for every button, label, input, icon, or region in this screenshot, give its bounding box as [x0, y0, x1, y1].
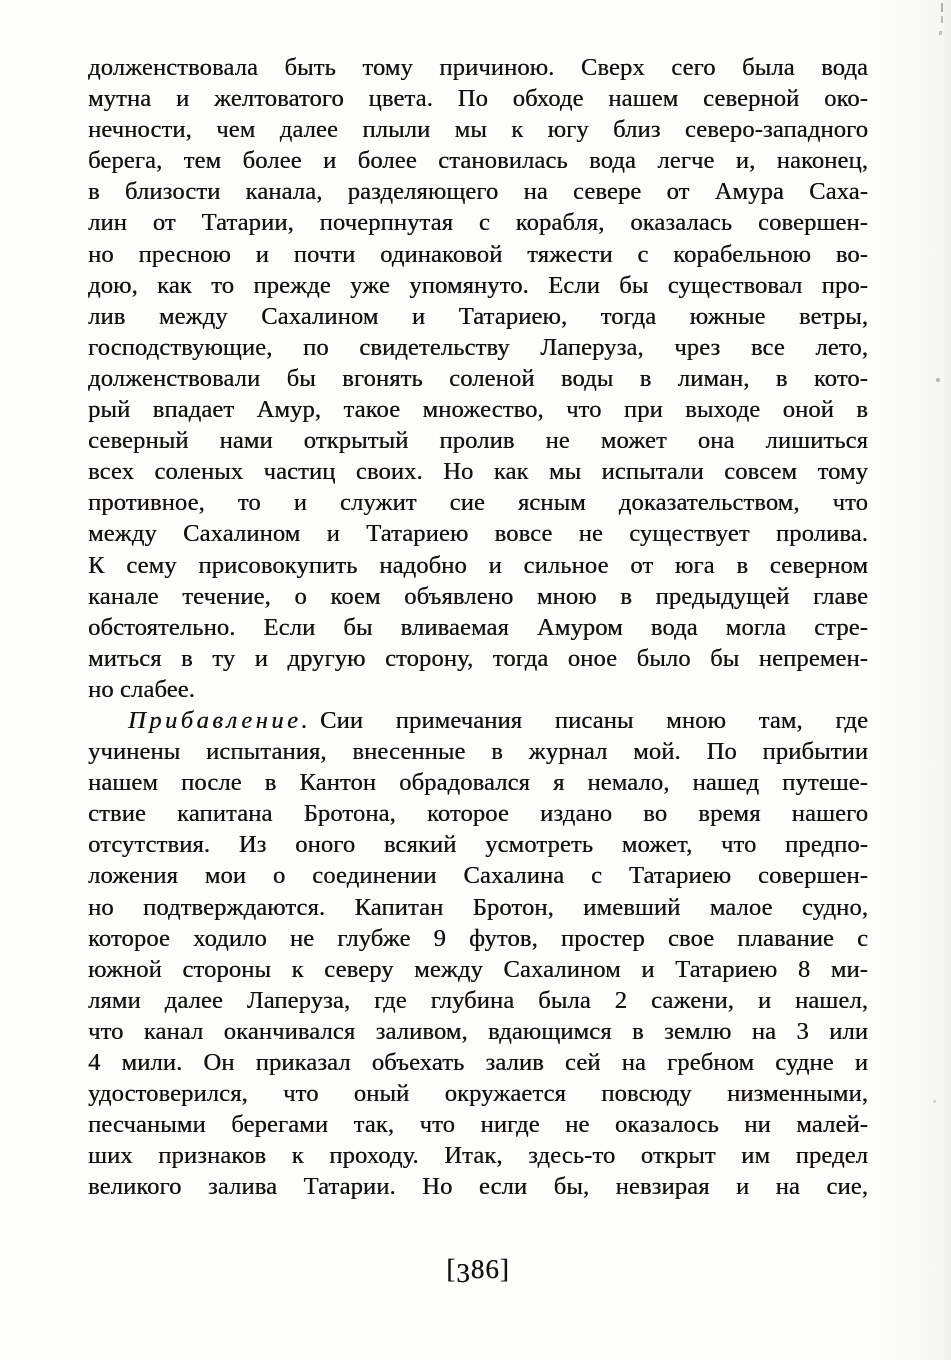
text-line: великого залива Татарии. Но если бы, невзирая и на сие, [88, 1173, 868, 1201]
text-line: рый впадает Амур, такое множество, что при выходе оной в [88, 396, 868, 424]
text-line: ших признаков к проходу. Итак, здесь-то открыт им предел [88, 1142, 868, 1170]
text-line: Прибавление. Сии примечания писаны мною там, где [128, 706, 868, 734]
text-line: в близости канала, разделяющего на севере от Амура Саха- [88, 178, 868, 206]
folio-bracket-left: [ [446, 1254, 457, 1284]
page-number [88, 1254, 868, 1288]
text-line: лин от Татарии, почерпнутая с корабля, оказалась совершен- [88, 209, 868, 237]
text-line: отсутствия. Из оного всякий усмотреть может, что предпо- [88, 831, 868, 859]
text-line: удостоверился, что оный окружается повсюду низменными, [88, 1080, 868, 1108]
text-line: миться в ту и другую сторону, тогда оное было бы непремен- [88, 644, 868, 672]
text-line: господствующие, по свидетельству Лаперуза, чрез все лето, [88, 333, 868, 361]
text-line: К сему присовокупить надобно и сильное от юга в северном [88, 551, 868, 579]
text-line: обстоятельно. Если бы вливаемая Амуром вода могла стре- [88, 613, 868, 641]
text-line: учинены испытания, внесенные в журнал мой. По прибытии [88, 738, 868, 766]
text-line: песчаными берегами так, что нигде не оказалось ни малей- [88, 1111, 868, 1139]
text-line: но подтверждаются. Капитан Бротон, имевший малое судно, [88, 893, 868, 921]
text-line: которое ходило не глубже 9 футов, простер свое плавание с [88, 924, 868, 952]
text-line: 4 мили. Он приказал объехать залив сей на гребном судне и [88, 1049, 868, 1076]
text-line: долженствовала быть тому причиною. Сверх сего была вода [88, 54, 868, 81]
text-line: северный нами открытый пролив не может она лишиться [88, 427, 868, 455]
text-line: всех соленых частиц своих. Но как мы испытали совсем тому [88, 458, 868, 486]
scan-artifact [936, 378, 940, 382]
text-line: лями далее Лаперуза, где глубина была 2 сажени, и нашел, [88, 986, 868, 1014]
text-line: дою, как то прежде уже упомянуто. Если бы существовал про- [88, 271, 868, 299]
scan-artifact [941, 16, 943, 23]
text-line: но слабее. [88, 675, 195, 703]
paragraph-lead-italic: Прибавление. [128, 706, 311, 734]
text-line: нечности, чем далее плыли мы к югу близ северо-западного [88, 116, 868, 144]
folio-digit-oldstyle: 3 [456, 1258, 471, 1288]
scan-artifact [939, 31, 942, 35]
text-line: лив между Сахалином и Татариею, тогда южные ветры, [88, 302, 868, 330]
folio-digits: 86 [470, 1254, 500, 1284]
body-text [88, 52, 868, 1202]
text-line: южной стороны к северу между Сахалином и Татариею 8 ми- [88, 955, 868, 983]
folio-bracket-right: ] [499, 1254, 510, 1284]
scan-artifact [941, 3, 943, 12]
text-line: ложения мои о соединении Сахалина с Татариею совершен- [88, 862, 868, 890]
text-line: берега, тем более и более становилась вода легче и, наконец, [88, 147, 868, 175]
text-line: долженствовали бы вгонять соленой воды в лиман, в кото- [88, 364, 868, 392]
text-line: между Сахалином и Татариею вовсе не существует пролива. [88, 520, 868, 548]
text-line: но пресною и почти одинаковой тяжести с корабельною во- [88, 240, 868, 268]
text-line: ствие капитана Бротона, которое издано во время нашего [88, 800, 868, 828]
text-line: мутна и желтоватого цвета. По обходе нашем северной око- [88, 85, 868, 113]
text-line: канале течение, о коем объявлено мною в предыдущей главе [88, 582, 868, 610]
text-line: противное, то и служит сие ясным доказательством, что [88, 489, 868, 517]
text-line: нашем после в Кантон обрадовался я немало, нашед путеше- [88, 769, 868, 797]
scan-artifact [933, 1100, 936, 1103]
text-line: что канал оканчивался заливом, вдающимся в землю на 3 или [88, 1017, 868, 1045]
